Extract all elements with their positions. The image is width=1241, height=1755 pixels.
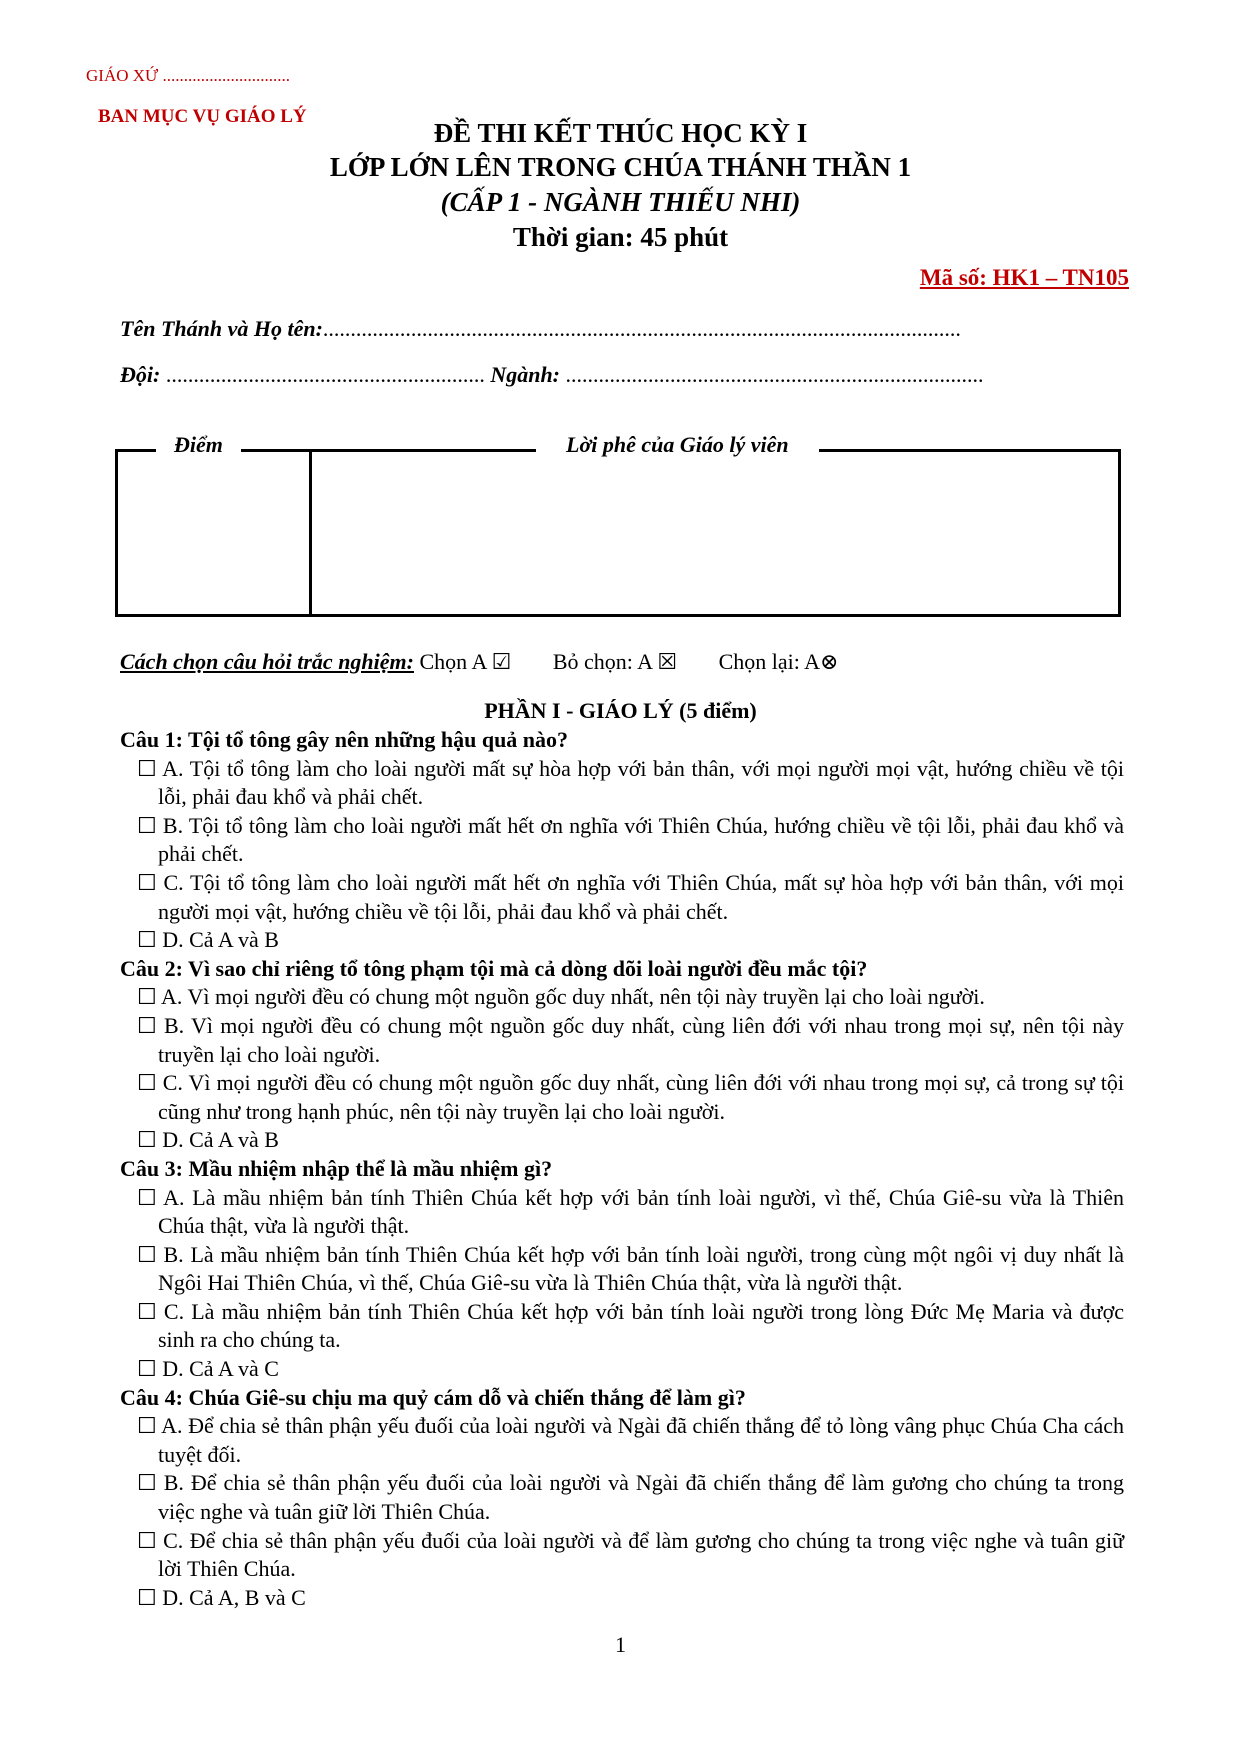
question-1: Câu 1: Tội tổ tông gây nên những hậu quả nào?	[120, 727, 569, 752]
answer-option[interactable]: ☐ C. Tội tổ tông làm cho loài người mất hết ơn nghĩa với Thiên Chúa, mất sự hòa hợp với bản thân, với mọi người mọi vật, hướng chiều về tội lỗi, phải đau khổ và phải chết.	[137, 869, 1124, 924]
department-name: BAN MỤC VỤ GIÁO LÝ	[98, 106, 307, 127]
answer-option[interactable]: ☐ C. Để chia sẻ thân phận yếu đuối của loài người và để làm gương cho chúng ta trong việc nghe và tuân giữ lời Thiên Chúa.	[137, 1527, 1124, 1582]
question-list	[120, 726, 1124, 1612]
answer-option[interactable]: ☐ B. Tội tổ tông làm cho loài người mất hết ơn nghĩa với Thiên Chúa, hướng chiều về tội lỗi, phải đau khổ và phải chết.	[137, 812, 1124, 867]
level-title: (CẤP 1 - NGÀNH THIẾU NHI)	[440, 187, 801, 217]
score-comment-box	[115, 449, 1121, 617]
name-blank[interactable]: ....................................................................................................................	[322, 316, 961, 341]
answer-option[interactable]: ☐ B. Để chia sẻ thân phận yếu đuối của loài người và Ngài đã chiến thắng để làm gương cho chúng ta trong việc nghe và tuân giữ lời Thiên Chúa.	[137, 1470, 1124, 1525]
team-label: Đội:	[120, 362, 161, 387]
answer-option[interactable]: ☐ C. Là mầu nhiệm bản tính Thiên Chúa kết hợp với bản tính loài người trong lòng Đức Mẹ Maria và được sinh ra cho chúng ta.	[137, 1298, 1124, 1353]
score-label: Điểm	[156, 432, 241, 458]
team-branch-field[interactable]	[120, 362, 984, 388]
exam-code: Mã số: HK1 – TN105	[919, 265, 1129, 290]
branch-label: Ngành:	[490, 362, 561, 387]
answer-option[interactable]: ☐ A. Là mầu nhiệm bản tính Thiên Chúa kết hợp với bản tính loài người, vì thế, Chúa Giê-su vừa là Thiên Chúa thật, vừa là người thật.	[137, 1184, 1124, 1239]
parish-line: GIÁO XỨ ..............................	[86, 66, 290, 85]
question-4: Câu 4: Chúa Giê-su chịu ma quỷ cám dỗ và chiến thắng để làm gì?	[120, 1384, 746, 1410]
class-title: LỚP LỚN LÊN TRONG CHÚA THÁNH THẦN 1	[329, 152, 912, 182]
answer-option[interactable]: ☐ A. Để chia sẻ thân phận yếu đuối của loài người và Ngài đã chiến thắng để tỏ lòng vâng phục Chúa Cha cách tuyệt đối.	[137, 1413, 1124, 1467]
section-title: PHẦN I - GIÁO LÝ (5 điểm)	[484, 698, 757, 723]
answer-option[interactable]: ☐ A. Tội tổ tông làm cho loài người mất sự hòa hợp với bản thân, với mọi người mọi vật, hướng chiều về tội lỗi, phải đau khổ và phải chết.	[137, 755, 1124, 810]
answer-option[interactable]: ☐ B. Vì mọi người đều có chung một nguồn gốc duy nhất, cùng liên đới với nhau trong mọi sự, nên tội này truyền lại cho loài người.	[137, 1012, 1124, 1067]
instruction-unchoose: Bỏ chọn: A ☒	[552, 649, 678, 674]
answer-option[interactable]: ☐ B. Là mầu nhiệm bản tính Thiên Chúa kết hợp với bản tính loài người, trong cùng một ngôi vị duy nhất là Ngôi Hai Thiên Chúa, vì thế, Chúa Giê-su vừa là Thiên Chúa thật, vừa là người thật.	[137, 1241, 1124, 1296]
instruction-choose: Chọn A ☑	[419, 649, 512, 674]
name-field[interactable]	[120, 316, 961, 342]
answer-option[interactable]: ☐ D. Cả A và B	[137, 927, 279, 953]
branch-blank[interactable]: ............................................................................	[560, 362, 984, 387]
answer-instructions	[120, 649, 838, 675]
page-number: 1	[615, 1632, 626, 1657]
question-3: Câu 3: Mầu nhiệm nhập thể là mầu nhiệm gì?	[120, 1155, 553, 1181]
instructions-lead: Cách chọn câu hỏi trắc nghiệm:	[120, 649, 414, 674]
score-box-divider	[309, 449, 312, 617]
name-label: Tên Thánh và Họ tên:	[120, 316, 323, 341]
comment-label: Lời phê của Giáo lý viên	[536, 432, 819, 458]
team-blank[interactable]: ..........................................................	[160, 362, 485, 387]
exam-title: ĐỀ THI KẾT THÚC HỌC KỲ I	[433, 118, 808, 148]
answer-option[interactable]: ☐ A. Vì mọi người đều có chung một nguồn gốc duy nhất, nên tội này truyền lại cho loài người.	[137, 984, 985, 1010]
instruction-rechoose: Chọn lại: A⊗	[718, 649, 839, 674]
question-2: Câu 2: Vì sao chỉ riêng tổ tông phạm tội mà cả dòng dõi loài người đều mắc tội?	[120, 955, 868, 981]
duration-title: Thời gian: 45 phút	[512, 222, 729, 252]
answer-option[interactable]: ☐ D. Cả A và B	[137, 1127, 279, 1153]
answer-option[interactable]: ☐ C. Vì mọi người đều có chung một nguồn gốc duy nhất, cùng liên đới với nhau trong mọi sự, cả trong sự tội cũng như trong hạnh phúc, nên tội này truyền lại cho loài người.	[137, 1070, 1124, 1124]
answer-option[interactable]: ☐ D. Cả A và C	[137, 1356, 279, 1382]
answer-option[interactable]: ☐ D. Cả A, B và C	[137, 1584, 306, 1610]
